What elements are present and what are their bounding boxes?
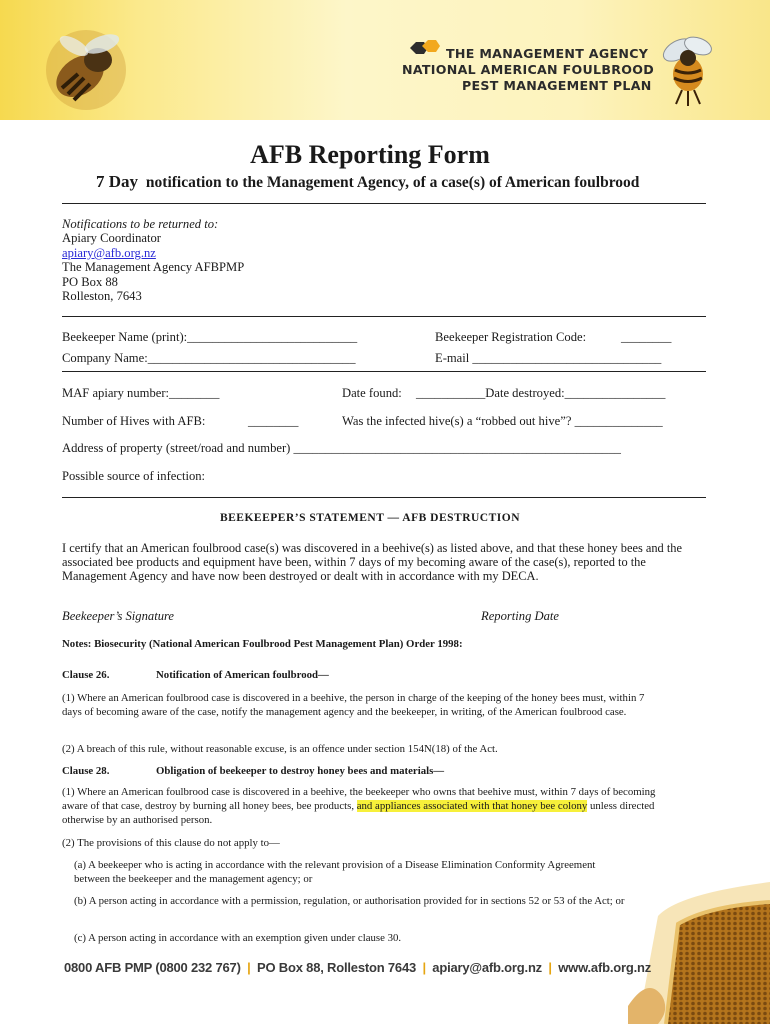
hives-afb-field[interactable]: ________ [248,414,299,428]
notes-heading: Notes: Biosecurity (National American Foulbrood Pest Management Plan) Order 1998: [62,638,463,650]
clause-28-para-1-end: unless directed otherwise by an authorised person. [62,800,655,826]
reporting-date-label: Reporting Date [481,609,559,623]
clause-28-number: Clause 28. [62,765,110,777]
honeycomb-photo-icon [618,876,770,1024]
bee-photo-left-icon [40,16,132,114]
clause-28-item-b: (b) A person acting in accordance with a permission, regulation, or authorisation provided for in sections 52 or 53 of the Act; or [74,895,625,907]
footer-email-link[interactable]: apiary@afb.org.nz [432,960,542,975]
date-found-destroyed-field[interactable]: ___________Date destroyed:________________ [416,386,666,400]
divider [62,371,706,372]
registration-code-field[interactable]: ________ [621,330,672,344]
clause-28-item-a: (a) A beekeeper who is acting in accordance with the relevant provision of a Disease Elimination Conformity Agreement between the beekeeper and the management agency; or [74,859,596,885]
form-title: AFB Reporting Form [250,140,490,169]
infection-source-field[interactable]: Possible source of infection: [62,469,206,483]
property-address-field[interactable]: Address of property (street/road and number) ____________________________________________________ [62,441,621,455]
return-line-4: PO Box 88 [62,274,118,289]
clause-28-para-1-text: (1) Where an American foulbrood case is discovered in a beehive, the beekeeper who owns that beehive must, within 7 days of becoming aware of that case, destroy by burning all honey bees, bee products, [62,786,656,812]
clause-26-title: Notification of American foulbrood— [156,669,329,681]
clause-26-para-1: (1) Where an American foulbrood case is discovered in a beehive, the person in charge of the keeping of the honey bees must, within 7 days of becoming aware of the case, notify the management agency and the beekeeper, in writing, of the American foulbrood case. [62,692,645,718]
subtitle-days: 7 Day [96,172,139,191]
clause-28-item-c: (c) A person acting in accordance with an exemption given under clause 30. [74,932,402,944]
return-line-3: The Management Agency AFBPMP [62,260,245,275]
footer-po-box: PO Box 88, Rolleston 7643 [257,960,417,975]
clause-28-para-2: (2) The provisions of this clause do not apply to— [62,837,280,849]
maf-apiary-field[interactable]: MAF apiary number:________ [62,386,220,400]
statement-body: I certify that an American foulbrood case(s) was discovered in a beehive(s) as listed above, and that these honey bees and the associated bee products and equipment have been, within 7 days of my becoming aware of the case(s), reported to the Management Agency and have now been destroyed or dealt with in accordance with my DECA. [62,541,682,583]
robbed-out-field[interactable]: Was the infected hive(s) a “robbed out hive”? ______________ [342,414,663,428]
agency-line-2: NATIONAL AMERICAN FOULBROOD [402,62,654,77]
clause-28-para-1 [62,785,662,827]
signature-label: Beekeeper’s Signature [62,609,175,623]
agency-name [402,46,654,94]
header-banner [0,0,770,120]
footer-separator: | [422,960,426,975]
email-field[interactable]: E-mail ______________________________ [435,351,662,365]
footer-phone: 0800 AFB PMP (0800 232 767) [64,960,241,975]
company-name-field[interactable]: Company Name:_________________________________ [62,351,356,365]
beekeeper-name-field[interactable]: Beekeeper Name (print):___________________________ [62,330,358,344]
agency-line-3: PEST MANAGEMENT PLAN [462,78,652,93]
return-line-5: Rolleston, 7643 [62,289,142,304]
subtitle-text: notification to the Management Agency, of a case(s) of American foulbrood [145,174,640,191]
clause-26-para-2: (2) A breach of this rule, without reasonable excuse, is an offence under section 154N(18) of the Act. [62,743,498,755]
footer-web-link[interactable]: www.afb.org.nz [558,960,652,975]
footer-contact [64,960,651,975]
statement-heading: BEEKEEPER’S STATEMENT — AFB DESTRUCTION [219,512,521,524]
return-heading: Notifications to be returned to: [62,217,219,231]
footer-separator: | [247,960,251,975]
highlighted-text: and appliances associated with that honey bee colony [356,800,588,812]
return-line-1: Apiary Coordinator [62,231,161,246]
return-address [62,217,244,303]
return-email-link[interactable]: apiary@afb.org.nz [62,245,156,260]
bee-icon [650,28,724,108]
agency-line-1: THE MANAGEMENT AGENCY [446,46,649,61]
footer-separator: | [548,960,552,975]
hives-afb-label: Number of Hives with AFB: [62,414,206,428]
clause-28-title: Obligation of beekeeper to destroy honey bees and materials— [156,765,445,777]
registration-code-label: Beekeeper Registration Code: [435,330,587,344]
divider [62,316,706,317]
divider [62,497,706,498]
divider [62,203,706,204]
form-subtitle [96,172,639,192]
clause-26-number: Clause 26. [62,669,110,681]
date-found-label: Date found: [342,386,402,400]
